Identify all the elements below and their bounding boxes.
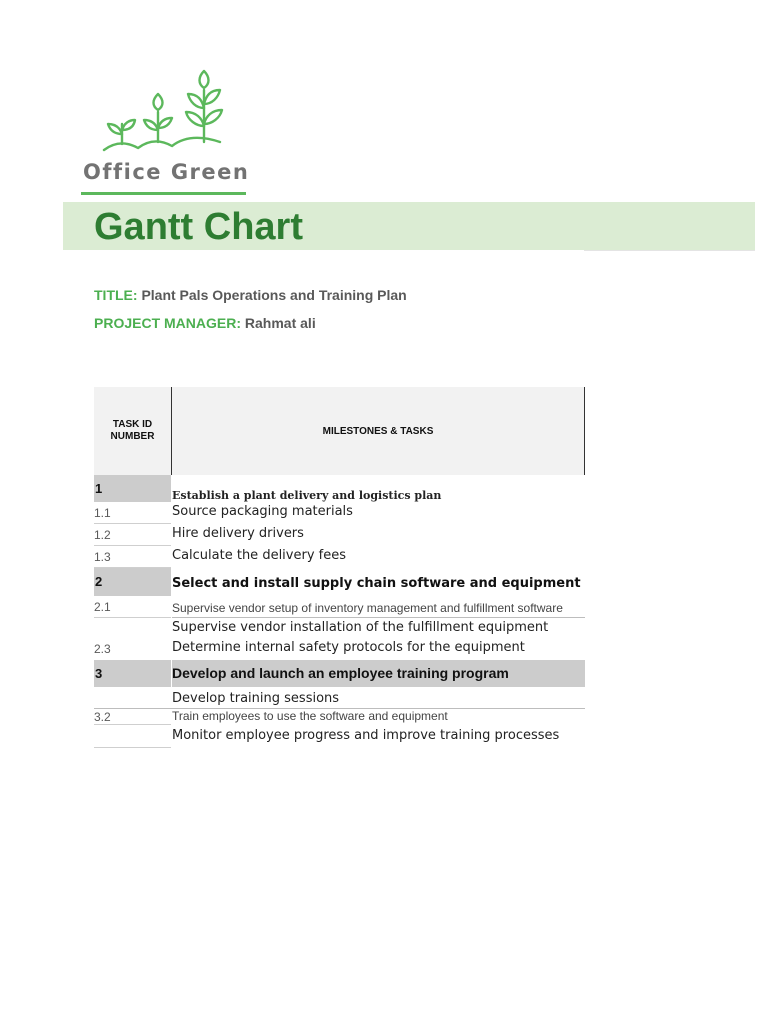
task-row — [94, 618, 585, 638]
project-title — [94, 287, 407, 303]
task-text: Monitor employee progress and improve training processes — [172, 728, 560, 743]
task-id: 2 — [94, 568, 171, 596]
task-text: Source packaging materials — [172, 504, 353, 519]
logo-wordmark: Office Green — [83, 160, 250, 184]
divider — [584, 250, 755, 251]
task-text: Train employees to use the software and equipment — [172, 709, 448, 723]
task-id — [94, 725, 171, 748]
page-title: Gantt Chart — [94, 206, 303, 248]
column-header-task-id: TASK ID NUMBER — [94, 387, 172, 475]
plant-sprouts-icon — [80, 68, 252, 158]
task-id — [94, 687, 171, 708]
project-manager-label: PROJECT MANAGER: — [94, 315, 242, 331]
milestone-text: Establish a plant delivery and logistics plan — [172, 489, 442, 502]
task-id: 1.3 — [94, 546, 171, 568]
task-text: Determine internal safety protocols for the equipment — [172, 640, 525, 655]
project-title-label: TITLE: — [94, 287, 138, 303]
title-band — [63, 202, 755, 250]
task-id — [94, 618, 171, 638]
task-id: 3 — [94, 660, 171, 687]
task-id: 1.1 — [94, 502, 171, 524]
task-row — [94, 687, 585, 708]
task-id: 1.2 — [94, 524, 171, 546]
project-manager-value: Rahmat ali — [244, 315, 316, 331]
task-row — [94, 638, 585, 660]
task-row — [94, 546, 585, 568]
task-row — [94, 725, 585, 748]
milestone-row — [94, 660, 585, 687]
task-text: Develop training sessions — [172, 691, 340, 706]
office-green-logo — [80, 68, 252, 198]
task-row — [94, 596, 585, 618]
column-header-milestones: MILESTONES & TASKS — [322, 425, 434, 437]
task-id: 1 — [94, 475, 171, 502]
task-row — [94, 524, 585, 546]
milestone-text: Select and install supply chain software and equipment — [172, 576, 581, 591]
task-text: Hire delivery drivers — [172, 526, 304, 541]
task-row — [94, 708, 585, 725]
task-id: 2.1 — [94, 596, 171, 618]
project-title-value: Plant Pals Operations and Training Plan — [141, 287, 407, 303]
project-manager — [94, 315, 316, 331]
logo-underline — [81, 192, 246, 195]
task-text: Supervise vendor installation of the fulfillment equipment — [172, 620, 549, 635]
milestone-text: Develop and launch an employee training program — [172, 660, 585, 687]
task-text: Calculate the delivery fees — [172, 548, 346, 563]
task-id: 3.2 — [94, 709, 171, 725]
milestone-row — [94, 475, 585, 502]
task-id: 2.3 — [94, 642, 111, 656]
milestone-row — [94, 568, 585, 596]
table-header — [94, 387, 585, 475]
task-text: Supervise vendor setup of inventory management and fulfillment software — [172, 596, 585, 618]
gantt-table — [94, 387, 585, 748]
task-row — [94, 502, 585, 524]
